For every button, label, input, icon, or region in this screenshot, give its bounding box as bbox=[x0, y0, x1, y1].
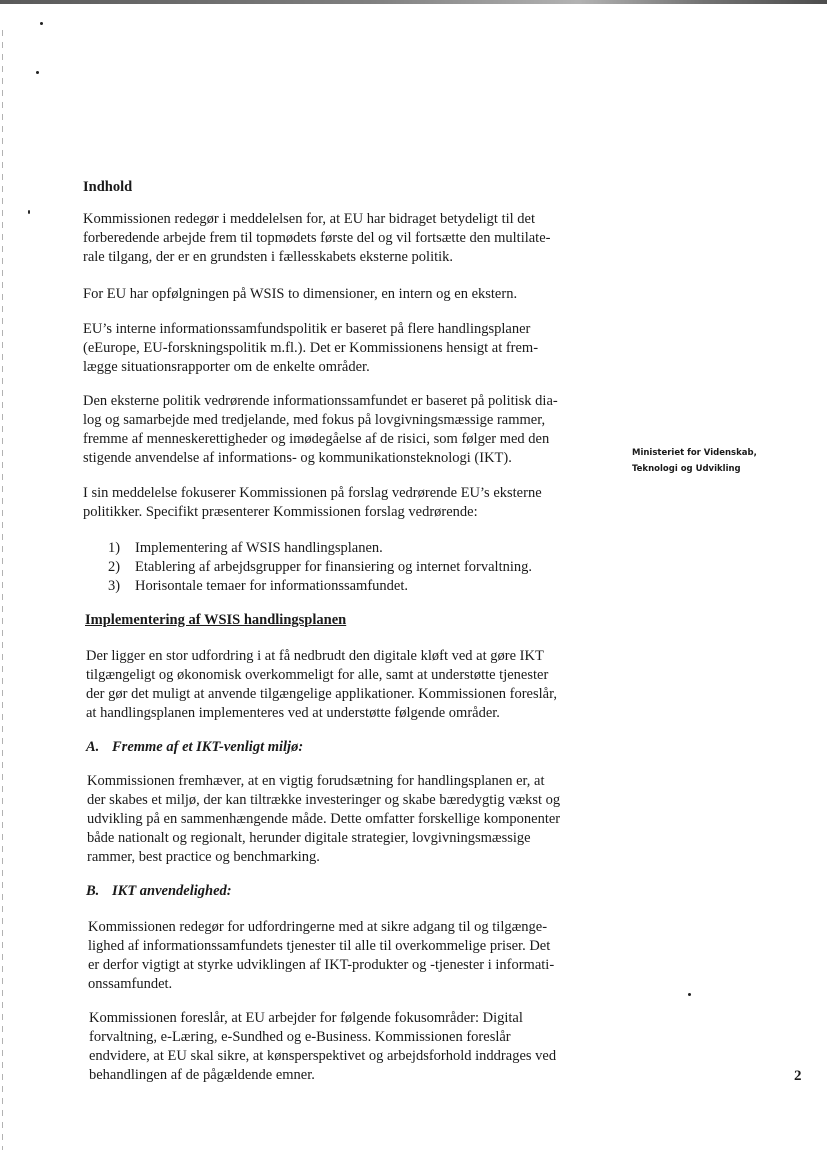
text-line: I sin meddelelse fokuserer Kommissionen på forslag vedrørende EU’s eksterne bbox=[83, 485, 542, 501]
subsection-title: Fremme af et IKT-venligt miljø: bbox=[112, 739, 304, 755]
scan-speck bbox=[28, 210, 30, 214]
scan-speck bbox=[36, 71, 39, 74]
section-paragraph bbox=[86, 647, 606, 723]
text-line: udvikling på en sammenhængende måde. Dette omfatter forskellige komponenter bbox=[87, 811, 561, 827]
text-line: (eEurope, EU-forskningspolitik m.fl.). Det er Kommissionens hensigt at frem- bbox=[83, 340, 539, 356]
external-policy-paragraph bbox=[83, 392, 603, 468]
text-line: endvidere, at EU skal sikre, at kønsperspektivet og arbejdsforhold inddrages ved bbox=[89, 1048, 557, 1064]
text-line: EU’s interne informationssamfundspolitik er baseret på flere handlingsplaner bbox=[83, 321, 531, 337]
text-line: Kommissionen foreslår, at EU arbejder for følgende fokusområder: Digital bbox=[89, 1010, 523, 1026]
list-text: Implementering af WSIS handlingsplanen. bbox=[135, 540, 383, 556]
sidebar-line: Ministeriet for Videnskab, bbox=[632, 448, 757, 458]
text-line: lægge situationsrapporter om de enkelte områder. bbox=[83, 359, 370, 375]
text-line: Kommissionen redegør for udfordringerne med at sikre adgang til og tilgænge- bbox=[88, 919, 548, 935]
sidebar-line: Teknologi og Udvikling bbox=[632, 464, 741, 474]
text-line: Der ligger en stor udfordring i at få nedbrudt den digitale kløft ved at gøre IKT bbox=[86, 648, 544, 664]
scan-speck bbox=[40, 22, 43, 25]
text-line: fremme af menneskerettigheder og imødegåelse af de risici, som følger med den bbox=[83, 431, 550, 447]
subsection-a-paragraph bbox=[87, 772, 607, 867]
text-line: forvaltning, e-Læring, e-Sundhed og e-Business. Kommissionen foreslår bbox=[89, 1029, 511, 1045]
list-number: 2) bbox=[108, 559, 121, 575]
internal-policy-paragraph bbox=[83, 320, 603, 377]
list-number: 3) bbox=[108, 578, 121, 594]
text-line: der skabes et miljø, der kan tiltrække investeringer og skabe bæredygtig vækst og bbox=[87, 792, 561, 808]
text-line: behandlingen af de pågældende emner. bbox=[89, 1067, 315, 1083]
text-line: Kommissionen fremhæver, at en vigtig forudsætning for handlingsplanen er, at bbox=[87, 773, 545, 789]
text-line: log og samarbejde med tredjelande, med fokus på lovgivningsmæssige rammer, bbox=[83, 412, 546, 428]
list-text: Horisontale temaer for informationssamfundet. bbox=[135, 578, 409, 594]
text-line: er derfor vigtigt at styrke udviklingen af IKT-produkter og -tjenester i informati- bbox=[88, 957, 555, 973]
subsection-b-paragraph-2 bbox=[89, 1009, 609, 1085]
focus-paragraph bbox=[83, 484, 603, 522]
text-line: forberedende arbejde frem til topmødets første del og vil fortsætte den multilate- bbox=[83, 230, 551, 246]
text-line: lighed af informationssamfundets tjenester til alle til overkommelige priser. Det bbox=[88, 938, 551, 954]
text-line: rammer, best practice og benchmarking. bbox=[87, 849, 320, 865]
text-line: at handlingsplanen implementeres ved at understøtte følgende områder. bbox=[86, 705, 500, 721]
proposal-list bbox=[108, 539, 532, 596]
subsection-b-heading bbox=[86, 883, 232, 900]
text-line: onssamfundet. bbox=[88, 976, 173, 992]
dimensions-paragraph bbox=[83, 285, 603, 304]
list-item bbox=[108, 539, 532, 558]
text-line: tilgængeligt og økonomisk overkommeligt for alle, samt at understøtte tjenester bbox=[86, 667, 549, 683]
text-line: Den eksterne politik vedrørende informationssamfundet er baseret på politisk dia- bbox=[83, 393, 558, 409]
list-number: 1) bbox=[108, 540, 121, 556]
page-number: 2 bbox=[794, 1068, 802, 1084]
text-line: politikker. Specifikt præsenterer Kommissionen forslag vedrørende: bbox=[83, 504, 478, 520]
list-item bbox=[108, 558, 532, 577]
text-line: Kommissionen redegør i meddelelsen for, at EU har bidraget betydeligt til det bbox=[83, 211, 536, 227]
subsection-a-heading bbox=[86, 739, 303, 756]
scan-speck bbox=[688, 993, 691, 996]
scan-edge-top bbox=[0, 0, 827, 4]
subsection-letter: A. bbox=[86, 739, 100, 755]
subsection-title: IKT anvendelighed: bbox=[112, 883, 232, 899]
subsection-b-paragraph bbox=[88, 918, 608, 994]
intro-paragraph bbox=[83, 210, 603, 267]
list-text: Etablering af arbejdsgrupper for finansiering og internet forvaltning. bbox=[135, 559, 533, 575]
text-line: For EU har opfølgningen på WSIS to dimensioner, en intern og en ekstern. bbox=[83, 286, 518, 302]
subsection-letter: B. bbox=[86, 883, 100, 899]
text-line: både nationalt og regionalt, herunder digitale strategier, lovgivningsmæssige bbox=[87, 830, 531, 846]
ministry-sidebar-label bbox=[632, 445, 757, 477]
text-line: der gør det muligt at anvende tilgængelige applikationer. Kommissionen foreslår, bbox=[86, 686, 557, 702]
scan-edge-left bbox=[2, 30, 3, 1150]
section-heading: Implementering af WSIS handlingsplanen bbox=[85, 612, 347, 628]
list-item bbox=[108, 577, 532, 596]
text-line: stigende anvendelse af informations- og kommunikationsteknologi (IKT). bbox=[83, 450, 512, 466]
text-line: rale tilgang, der er en grundsten i fællesskabets eksterne politik. bbox=[83, 249, 454, 265]
page-heading: Indhold bbox=[83, 179, 133, 195]
